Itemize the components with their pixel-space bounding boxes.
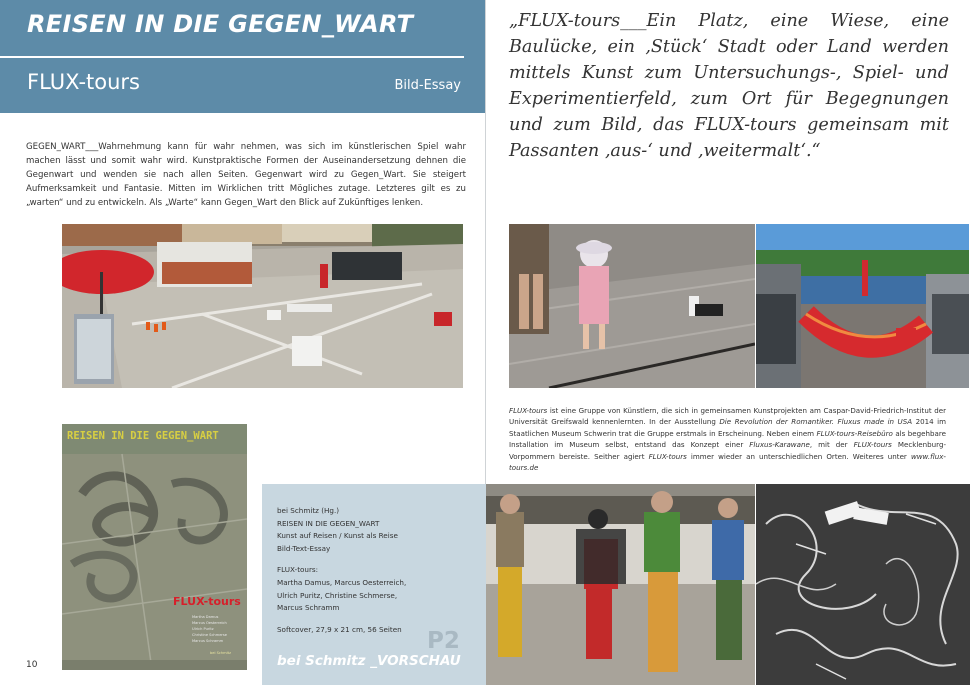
caption-emphasis: Die Revolution der Romantiker. Fluxus made in USA [719, 417, 913, 427]
info-editor: bei Schmitz (Hg.) [277, 506, 340, 515]
info-authors: Marcus Schramm [277, 603, 340, 613]
caption-emphasis: FLUX-tours-Reisebüro [816, 428, 893, 438]
info-page-tag: P2 [427, 628, 460, 654]
cover-title: REISEN IN DIE GEGEN_WART [67, 430, 219, 442]
book-cover [62, 424, 247, 670]
section-title: FLUX-tours [27, 70, 140, 94]
cover-author-list [192, 614, 227, 644]
caption-emphasis: Fluxus-Karawane [749, 440, 810, 450]
info-authors: Ulrich Puritz, Christine Schmerse, [277, 590, 398, 600]
cover-author: Marcus Oesterreich [192, 621, 227, 625]
info-footer: bei Schmitz _VORSCHAU [277, 653, 461, 669]
info-spacer [277, 615, 406, 624]
cover-author: Marcus Schramm [192, 639, 224, 643]
pull-quote: „FLUX-tours___Ein Platz, eine Wiese, eine Baulücke, ein ‚Stück‘ Stadt oder Land werden mittels Kunst zum Untersuchungs-, Spiel- und Experimentierfeld, zum Ort für Begegnungen und zum Bild, das FLUX-tours gemeinsam mit Passanten ‚aus-‘ und ‚weitermalt‘.“ [509, 11, 949, 161]
info-genre: Bild-Text-Essay [277, 543, 331, 553]
section-kind: Bild-Essay [394, 78, 461, 93]
cover-author: Christine Schmerse [192, 633, 227, 637]
cover-brand: FLUX-tours [173, 595, 241, 608]
caption-text: Mecklenburg-Vorpommern bereiste. Seither agiert [509, 440, 947, 461]
caption-emphasis: FLUX-tours [648, 451, 687, 461]
cover-publisher: bei Schmitz [210, 651, 231, 655]
cover-author: Martha Damus [192, 615, 219, 619]
page-number: 10 [26, 660, 38, 670]
photo-group-street [486, 484, 755, 685]
caption-text: als begehbare Installation im Museum selbst, entstand das Konzept einer [509, 428, 946, 450]
caption-text: ist eine Gruppe von Künstlern, die sich in gemeinsamen Kunstprojekten am Caspar-David-Friedrich-Institut der Universität Greifswald kennenlernten. In der Ausstellung [509, 406, 946, 427]
info-title: REISEN IN DIE GEGEN_WART [277, 518, 380, 528]
book-title: REISEN IN DIE GEGEN_WART [27, 10, 414, 38]
intro-paragraph: GEGEN_WART___Wahrnehmung kann für wahr nehmen, was sich im künstlerischen Spiel wahr machen lässt und somit wahr wird. Kunstpraktische Formen der Auseinandersetzung dehnen die Gegenwart und wenden sie nach allen Seiten. Gegenwart wird zu Gegen_Wart. Sie steigert Aufmerksamkeit und Fantasie. Mitten im Wirklichen tritt Mögliches zutage. Letzteres gilt es zu „warten“ und zu entwickeln. Als „Warte“ kann Gegen_Wart den Blick auf Zukünftiges lenken. [26, 142, 466, 208]
cover-author: Ulrich Puritz [192, 627, 214, 631]
website-link: www.flux-tours.de [509, 451, 946, 473]
cover-bottom-band [62, 660, 247, 670]
photo-red-hammock [756, 224, 969, 388]
caption-text: , mit der [809, 440, 854, 450]
header-band [0, 0, 485, 113]
group-description [509, 405, 946, 473]
caption-emphasis: FLUX-tours [509, 406, 548, 415]
book-info-lines [277, 505, 406, 636]
caption-emphasis: FLUX-tours [853, 440, 892, 450]
photo-chalk-drawings [756, 484, 970, 685]
info-format: Softcover, 27,9 x 21 cm, 56 Seiten [277, 624, 402, 634]
photo-child-with-hat [509, 224, 755, 388]
info-authors: Martha Damus, Marcus Oesterreich, [277, 577, 407, 587]
caption-text: 2014 im Staatlichen Museum Schwerin trat die Gruppe erstmals in Erscheinung. Neben einem [509, 417, 946, 438]
info-spacer [277, 555, 406, 564]
info-authors-label: FLUX-tours: [277, 565, 319, 575]
caption-text: immer wieder an unterschiedlichen Orten. Weiteres unter [686, 451, 911, 461]
header-rule [0, 56, 464, 58]
book-info-box [262, 484, 486, 685]
photo-town-square [62, 224, 463, 388]
info-series: Kunst auf Reisen / Kunst als Reise [277, 531, 398, 541]
